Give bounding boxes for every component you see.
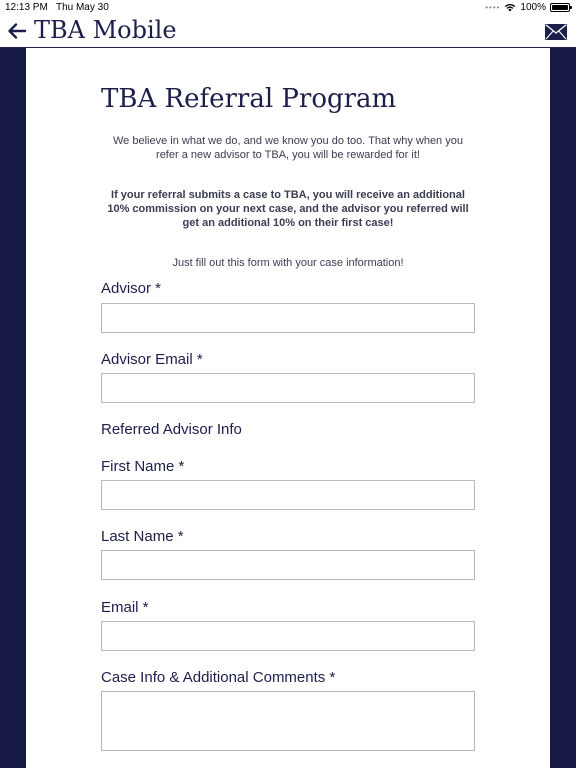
nav-bar	[0, 16, 576, 48]
battery-icon	[550, 3, 570, 12]
back-arrow-icon[interactable]	[6, 20, 28, 42]
advisor-email-label: Advisor Email *	[101, 351, 203, 368]
form-container	[26, 48, 550, 768]
status-time: 12:13 PM Thu May 30	[5, 2, 109, 13]
last-name-input[interactable]	[101, 550, 475, 580]
status-right	[485, 2, 570, 13]
comments-label: Case Info & Additional Comments *	[101, 669, 336, 686]
email-input[interactable]	[101, 621, 475, 651]
last-name-label: Last Name *	[101, 528, 184, 545]
first-name-input[interactable]	[101, 480, 475, 510]
nav-title: TBA Mobile	[34, 16, 177, 44]
section-label-referred-advisor: Referred Advisor Info	[101, 421, 242, 438]
page-title: TBA Referral Program	[101, 84, 397, 114]
advisor-email-input[interactable]	[101, 373, 475, 403]
mail-icon[interactable]	[545, 24, 567, 40]
comments-textarea[interactable]	[101, 691, 475, 751]
email-label: Email *	[101, 599, 149, 616]
advisor-label: Advisor *	[101, 280, 162, 297]
status-bar	[0, 0, 576, 16]
promo-text: If your referral submits a case to TBA, you will receive an additional 10% commission on your next case, and the advisor you referred will get an additional 10% on their first case!	[107, 189, 469, 229]
advisor-input[interactable]	[101, 303, 475, 333]
page-frame	[0, 48, 576, 768]
wifi-icon	[504, 3, 516, 12]
battery-percent: 100%	[520, 2, 546, 13]
signal-icon: ••••	[485, 3, 501, 12]
first-name-label: First Name *	[101, 458, 185, 475]
intro-text: We believe in what we do, and we know you do too. That why when you refer a new advisor to TBA, you will be rewarded for it!	[113, 135, 463, 161]
instruction-text: Just fill out this form with your case information!	[172, 257, 404, 269]
